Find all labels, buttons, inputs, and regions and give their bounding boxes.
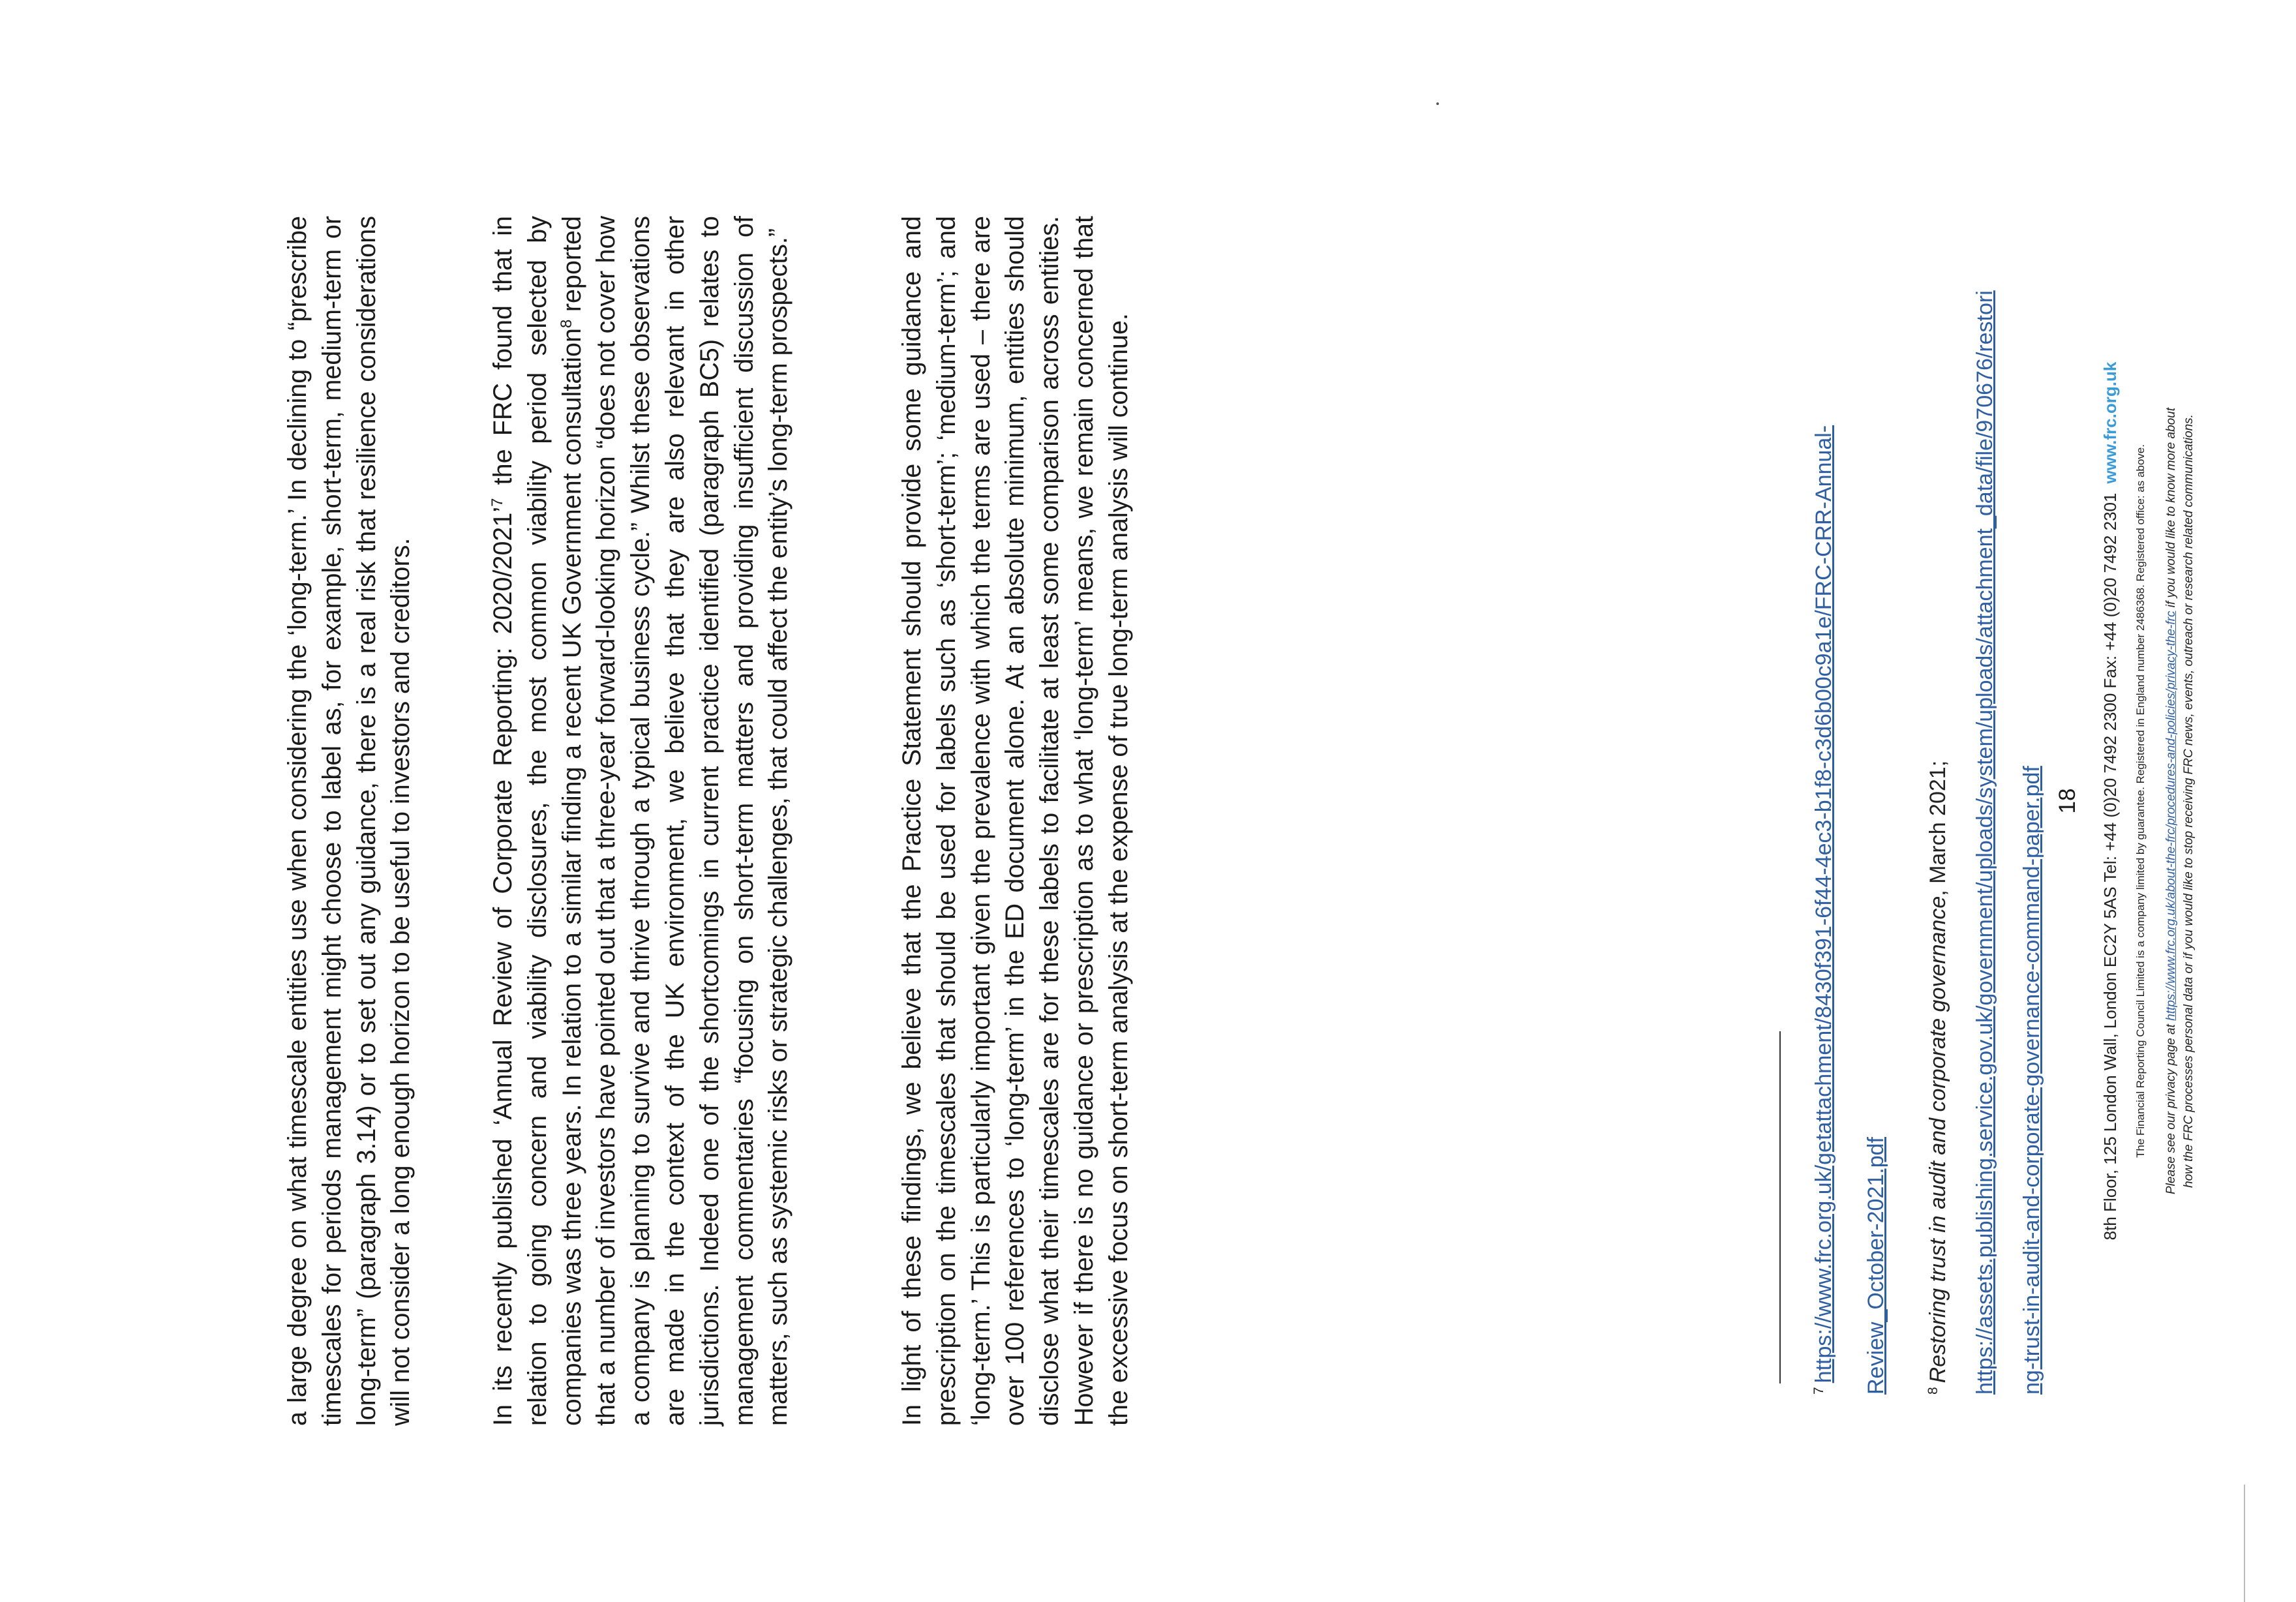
privacy-text: if you would like to know more about [2164,407,2178,611]
paragraph-text-part: the FRC found that in relation to going concern and viability disclosures, the most common viability period selected by companies was three years. In relation to a similar finding a recent UK Government consultation [489,216,586,1426]
privacy-notice [2162,0,2198,1602]
paragraph-text [486,216,796,1426]
footnote-number: 7 [1811,1387,1826,1395]
footnote-link[interactable]: https://www.frc.org.uk/getattachment/8430f391-6f44-4ec3-b1f8-c3d6b00c9a1e/FRC-CRR-Annual- [1811,425,1836,1383]
paragraph-text-part: reported that a number of investors have pointed out that a three-year forward-looking horizon “does not cover how a company is planning to survive and thrive through a typical business cycle.” Whilst these observations are made in the context of the UK environment, we believe that they are also relevant in other jurisdictions. Indeed one of the shortcomings in current practice identified (paragraph BC5) relates to management commentaries “focusing on short-term matters and providing insufficient discussion of matters, such as systemic risks or strategic challenges, that could affect the entity’s long-term prospects.” [557,216,793,1426]
scan-speck [1436,102,1439,105]
privacy-text-line2: how the FRC processes personal data or if you would like to stop receiving FRC news, events, outreach or research related communications. [2182,414,2196,1188]
company-info: The Financial Reporting Council Limited is a company limited by guarantee. Registered in England number 2486368. Registered office: as above. [2134,444,2147,1158]
paragraph-text: In light of these findings, we believe that the Practice Statement should provide some guidance and prescription on the timescales that should be used for labels such as ‘short-term’; ‘medium-term’; and ‘long-term.’ This is particularly important given the prevalence with which the terms are used – there are over 100 references to ‘long-term’ in the ED document alone. At an absolute minimum, entities should disclose what their timescales are for these labels to facilitate at least some comparison across entities. However if there is no guidance or prescription as to what ‘long-term’ means, we remain concerned that the excessive focus on short-term analysis at the expense of true long-term analysis will continue. [898,216,1133,1426]
footnote-title: Restoring trust in audit and corporate governance [1926,896,1950,1383]
paragraph-timescales [280,216,418,1426]
footer-address [2100,0,2121,1602]
footnote-link-continued[interactable]: Review_October-2021.pdf [1864,1136,1888,1395]
footnote-date: , March 2021; [1926,760,1950,896]
footnote-separator [1779,1031,1781,1383]
footnote-8 [1921,25,2049,1395]
footnote-link-continued[interactable]: ng-trust-in-audit-and-corporate-governance-command-paper.pdf [2019,766,2044,1395]
paragraph-guidance [895,216,1136,1426]
privacy-link[interactable]: https://www.frc.org.uk/about-the-frc/procedures-and-policies/privacy-the-frc [2164,611,2178,1021]
footnote-link[interactable]: https://assets.publishing.service.gov.uk/government/uploads/system/uploads/attachment_data/file/970676/restori [1972,290,1997,1395]
footnote-ref-8[interactable]: 8 [557,319,575,329]
website-link[interactable]: www.frc.org.uk [2100,361,2120,484]
privacy-text: Please see our privacy page at [2164,1020,2178,1195]
footnote-number: 8 [1925,1387,1941,1395]
address-text: 8th Floor, 125 London Wall, London EC2Y 5AS Tel: +44 (0)20 7492 2300 Fax: +44 (0)20 7492 2301 [2100,492,2120,1241]
paragraph-frc-review [486,216,796,1426]
scan-edge-line [2244,1485,2245,1602]
page-number: 18 [2055,788,2080,814]
footnote-7 [1807,25,1893,1395]
paragraph-text-part: In its recently published ‘Annual Review of Corporate Reporting: 2020/2021’ [489,506,517,1426]
footnote-ref-7[interactable]: 7 [488,498,506,507]
paragraph-text: a large degree on what timescale entities use when considering the ‘long-term.’ In declining to “prescribe timescales for periods management might choose to label as, for example, short-term, medium-term or long-term” (paragraph 3.14) or to set out any guidance, there is a real risk that resilience considerations will not consider a long enough horizon to be useful to investors and creditors. [283,216,415,1426]
